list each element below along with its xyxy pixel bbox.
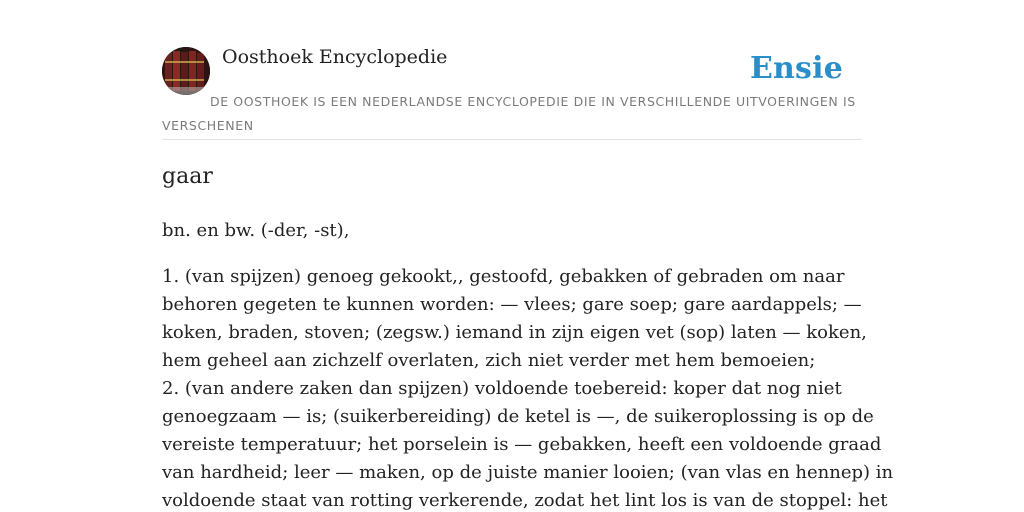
source-title[interactable]: Oosthoek Encyclopedie — [222, 46, 448, 68]
entry-title: gaar — [162, 164, 213, 189]
page-content — [162, 0, 894, 511]
encyclopedia-books-icon[interactable] — [162, 47, 210, 95]
source-header — [162, 0, 862, 140]
definition-line: behoren gegeten te kunnen worden: — vlees; gare soep; gare aardappels; — — [162, 294, 862, 315]
definition-line: genoegzaam — is; (suikerbereiding) de ketel is —, de suikeroplossing is op de — [162, 406, 874, 427]
source-description: DE OOSTHOEK IS EEN NEDERLANDSE ENCYCLOPEDIE DIE IN VERSCHILLENDE UITVOERINGEN IS VERSCHENEN — [162, 94, 856, 133]
ensie-logo[interactable]: Ensie — [749, 51, 843, 86]
entry-grammar: bn. en bw. (-der, -st), — [162, 220, 350, 241]
definition-line: 1. (van spijzen) genoeg gekookt,, gestoofd, gebakken of gebraden om naar — [162, 266, 845, 287]
definition-line: 2. (van andere zaken dan spijzen) voldoende toebereid: koper dat nog niet — [162, 378, 842, 399]
definition-line: hem geheel aan zichzelf overlaten, zich niet verder met hem bemoeien; — [162, 350, 816, 371]
definition-line: van hardheid; leer — maken, op de juiste manier looien; (van vlas en hennep) in — [162, 462, 894, 483]
definition-line: vereiste temperatuur; het porselein is — gebakken, heeft een voldoende graad — [162, 434, 882, 455]
entry-definition — [162, 263, 894, 512]
definition-line: koken, braden, stoven; (zegsw.) iemand in zijn eigen vet (sop) laten — koken, — [162, 322, 867, 343]
definition-line: voldoende staat van rotting verkerende, zodat het lint los is van de stoppel: het — [162, 490, 888, 511]
